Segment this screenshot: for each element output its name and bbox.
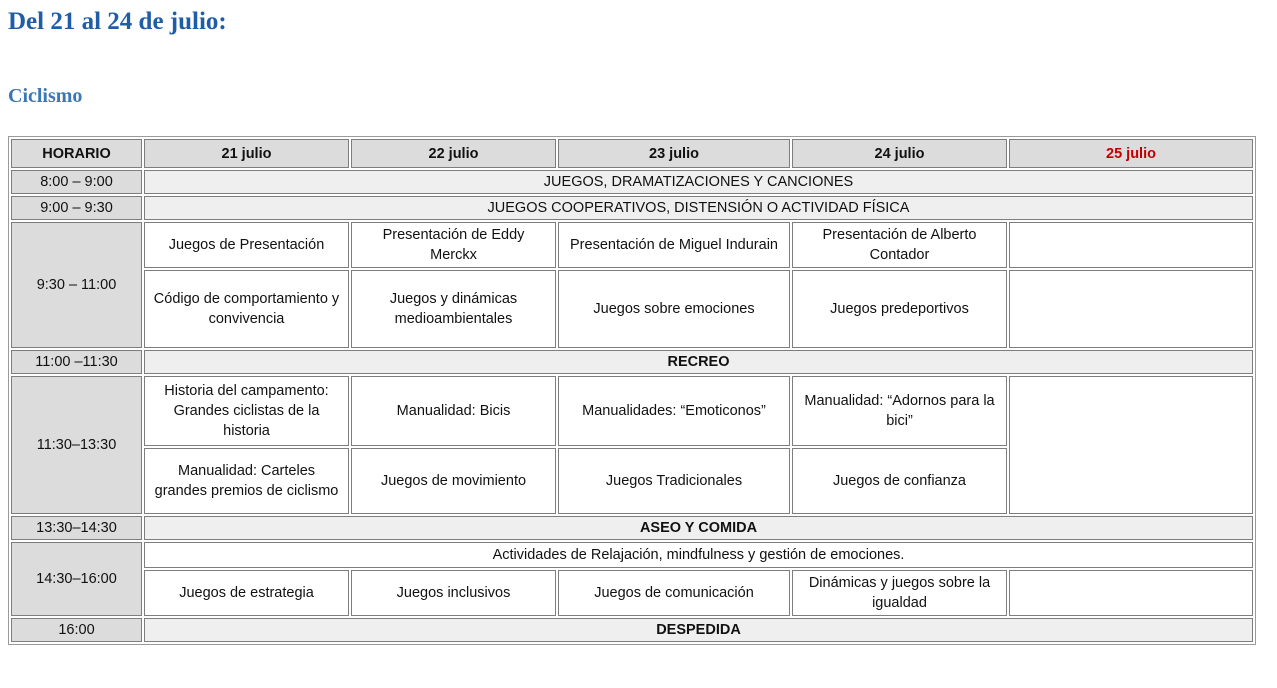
activity-cell: Presentación de Alberto Contador [792, 222, 1007, 268]
activity-cell: Juegos de comunicación [558, 570, 790, 616]
section-heading: Ciclismo [8, 85, 83, 107]
table-row [11, 516, 1253, 540]
header-24-julio: 24 julio [792, 139, 1007, 168]
table-row [11, 270, 1253, 348]
header-22-julio: 22 julio [351, 139, 556, 168]
time-cell: 11:00 –11:30 [11, 350, 142, 374]
header-25-julio: 25 julio [1009, 139, 1253, 168]
activity-cell: Manualidad: “Adornos para la bici” [792, 376, 1007, 446]
activity-cell: Juegos inclusivos [351, 570, 556, 616]
activity-cell-empty [1009, 570, 1253, 616]
activity-cell: Juegos de Presentación [144, 222, 349, 268]
table-row [11, 376, 1253, 446]
time-cell: 14:30–16:00 [11, 542, 142, 616]
header-23-julio: 23 julio [558, 139, 790, 168]
activity-span-cell: Actividades de Relajación, mindfulness y gestión de emociones. [144, 542, 1253, 568]
table-row [11, 170, 1253, 194]
activity-cell: Juegos predeportivos [792, 270, 1007, 348]
header-21-julio: 21 julio [144, 139, 349, 168]
time-cell: 13:30–14:30 [11, 516, 142, 540]
activity-cell: Juegos sobre emociones [558, 270, 790, 348]
table-row [11, 570, 1253, 616]
activity-cell: Juegos y dinámicas medioambientales [351, 270, 556, 348]
page-heading: Del 21 al 24 de julio: [8, 8, 227, 35]
activity-span-cell: DESPEDIDA [144, 618, 1253, 642]
activity-span-cell: JUEGOS, DRAMATIZACIONES Y CANCIONES [144, 170, 1253, 194]
header-horario: HORARIO [11, 139, 142, 168]
activity-cell: Manualidades: “Emoticonos” [558, 376, 790, 446]
activity-span-cell: JUEGOS COOPERATIVOS, DISTENSIÓN O ACTIVIDAD FÍSICA [144, 196, 1253, 220]
table-row [11, 618, 1253, 642]
activity-cell: Presentación de Eddy Merckx [351, 222, 556, 268]
table-row [11, 222, 1253, 268]
activity-cell: Dinámicas y juegos sobre la igualdad [792, 570, 1007, 616]
table-row [11, 542, 1253, 568]
activity-cell: Historia del campamento: Grandes ciclistas de la historia [144, 376, 349, 446]
activity-cell: Presentación de Miguel Indurain [558, 222, 790, 268]
activity-cell: Manualidad: Carteles grandes premios de ciclismo [144, 448, 349, 514]
time-cell: 16:00 [11, 618, 142, 642]
activity-cell: Código de comportamiento y convivencia [144, 270, 349, 348]
table-row [11, 350, 1253, 374]
activity-cell: Juegos de estrategia [144, 570, 349, 616]
activity-span-cell: ASEO Y COMIDA [144, 516, 1253, 540]
schedule-table [8, 136, 1256, 645]
time-cell: 11:30–13:30 [11, 376, 142, 514]
header-row [11, 139, 1253, 168]
activity-cell: Juegos de confianza [792, 448, 1007, 514]
table-row [11, 196, 1253, 220]
activity-span-cell: RECREO [144, 350, 1253, 374]
activity-cell: Manualidad: Bicis [351, 376, 556, 446]
activity-cell-empty [1009, 222, 1253, 268]
time-cell: 8:00 – 9:00 [11, 170, 142, 194]
activity-cell-empty [1009, 270, 1253, 348]
time-cell: 9:00 – 9:30 [11, 196, 142, 220]
activity-cell: Juegos de movimiento [351, 448, 556, 514]
time-cell: 9:30 – 11:00 [11, 222, 142, 348]
activity-cell-empty [1009, 376, 1253, 514]
activity-cell: Juegos Tradicionales [558, 448, 790, 514]
